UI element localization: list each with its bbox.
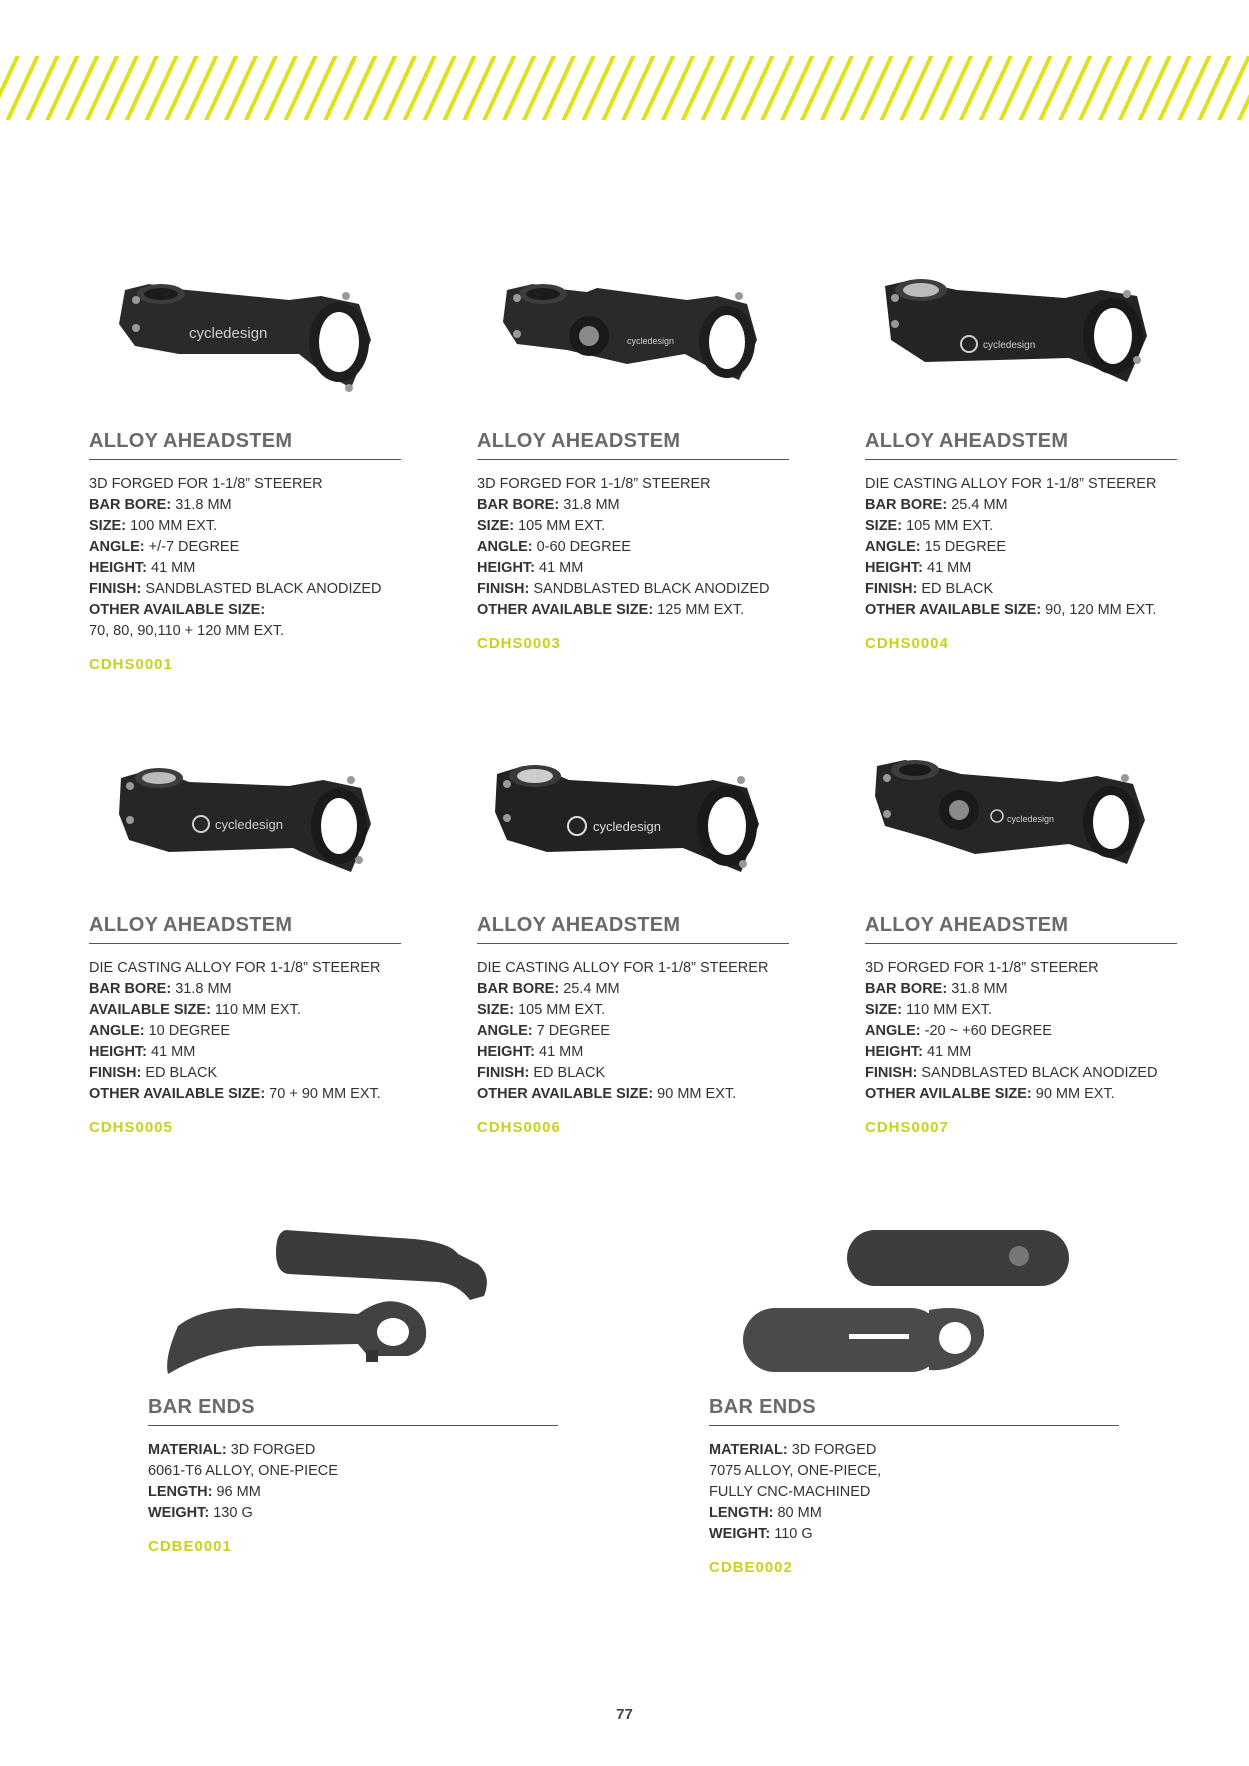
spec-value: 31.8 MM xyxy=(947,981,1008,997)
spec-value: 100 MM EXT. xyxy=(126,518,218,534)
spec-line xyxy=(865,516,1177,537)
spec-value: 96 MM xyxy=(212,1484,261,1500)
spec-value: 0-60 DEGREE xyxy=(532,539,631,555)
spec-line xyxy=(89,1063,401,1084)
product-title: ALLOY AHEADSTEM xyxy=(477,914,789,944)
spec-label: FINISH: xyxy=(89,581,142,597)
spec-line xyxy=(477,1000,789,1021)
spec-list xyxy=(865,474,1177,621)
spec-value: SANDBLASTED BLACK ANODIZED xyxy=(917,1065,1158,1081)
spec-value: FULLY CNC-MACHINED xyxy=(709,1484,871,1500)
product-title: ALLOY AHEADSTEM xyxy=(89,430,401,460)
spec-line xyxy=(477,537,789,558)
spec-value: 70 + 90 MM EXT. xyxy=(265,1086,381,1102)
stem-image xyxy=(865,754,1177,904)
product-code: CDBE0002 xyxy=(709,1559,793,1576)
spec-label: ANGLE: xyxy=(477,539,533,555)
stem-image xyxy=(477,270,789,420)
spec-line xyxy=(89,558,401,579)
spec-value: 70, 80, 90,110 + 120 MM EXT. xyxy=(89,623,285,639)
spec-label: BAR BORE: xyxy=(865,497,948,513)
spec-value: 31.8 MM xyxy=(171,497,232,513)
spec-line xyxy=(89,1042,401,1063)
spec-line xyxy=(865,1000,1177,1021)
bar-end-image xyxy=(729,1226,1109,1396)
spec-label: SIZE: xyxy=(89,518,127,534)
spec-value: SANDBLASTED BLACK ANODIZED xyxy=(529,581,770,597)
spec-label: HEIGHT: xyxy=(89,1044,147,1060)
spec-list xyxy=(477,958,789,1105)
spec-value: ED BLACK xyxy=(917,581,994,597)
spec-value: 25.4 MM xyxy=(559,981,620,997)
spec-value: ED BLACK xyxy=(529,1065,606,1081)
product-image xyxy=(729,1226,1119,1396)
spec-label: WEIGHT: xyxy=(709,1526,771,1542)
bar-end-image xyxy=(158,1226,538,1396)
spec-line xyxy=(709,1482,1119,1503)
product-code: CDHS0004 xyxy=(865,635,949,652)
spec-line xyxy=(89,516,401,537)
spec-line xyxy=(865,495,1177,516)
spec-list xyxy=(89,474,401,642)
spec-list xyxy=(865,958,1177,1105)
spec-label: LENGTH: xyxy=(148,1484,213,1500)
product-title: ALLOY AHEADSTEM xyxy=(477,430,789,460)
spec-line xyxy=(709,1440,1119,1461)
stem-image xyxy=(865,270,1177,420)
spec-line xyxy=(148,1440,558,1461)
spec-line xyxy=(865,1063,1177,1084)
spec-line xyxy=(477,474,789,495)
spec-list xyxy=(477,474,789,621)
spec-label: BAR BORE: xyxy=(477,497,560,513)
spec-line xyxy=(89,621,401,642)
product-image xyxy=(477,754,789,904)
product-cdhs0006 xyxy=(477,754,789,1136)
spec-value: 105 MM EXT. xyxy=(902,518,994,534)
spec-value: 6061-T6 ALLOY, ONE-PIECE xyxy=(148,1463,338,1479)
svg-text:cycledesign: cycledesign xyxy=(627,336,675,346)
product-code: CDHS0006 xyxy=(477,1119,561,1136)
spec-value: 41 MM xyxy=(535,560,584,576)
spec-label: HEIGHT: xyxy=(89,560,147,576)
spec-value: 130 G xyxy=(209,1505,253,1521)
product-cdhs0005 xyxy=(89,754,401,1136)
spec-value: 41 MM xyxy=(923,1044,972,1060)
spec-value: 3D FORGED FOR 1-1/8” STEERER xyxy=(477,476,711,492)
spec-line xyxy=(477,958,789,979)
spec-value: 41 MM xyxy=(147,560,196,576)
spec-line xyxy=(477,579,789,600)
spec-list xyxy=(709,1440,1119,1545)
spec-value: 105 MM EXT. xyxy=(514,1002,606,1018)
stem-image xyxy=(477,754,789,904)
spec-line xyxy=(89,1084,401,1105)
spec-line xyxy=(89,474,401,495)
spec-value: 31.8 MM xyxy=(171,981,232,997)
product-code: CDHS0005 xyxy=(89,1119,173,1136)
spec-line xyxy=(865,979,1177,1000)
spec-label: OTHER AVAILABLE SIZE: xyxy=(477,1086,654,1102)
product-image xyxy=(477,270,789,420)
spec-label: FINISH: xyxy=(865,581,918,597)
spec-list xyxy=(89,958,401,1105)
spec-line xyxy=(148,1482,558,1503)
product-image xyxy=(89,754,401,904)
svg-text:cycledesign: cycledesign xyxy=(593,819,661,834)
svg-text:cycledesign: cycledesign xyxy=(189,325,268,342)
spec-line xyxy=(477,1021,789,1042)
spec-label: SIZE: xyxy=(865,1002,903,1018)
spec-label: ANGLE: xyxy=(865,1023,921,1039)
page-number: 77 xyxy=(616,1706,633,1723)
spec-line xyxy=(709,1503,1119,1524)
spec-line xyxy=(865,1084,1177,1105)
spec-label: HEIGHT: xyxy=(477,560,535,576)
spec-value: 3D FORGED xyxy=(787,1442,877,1458)
spec-value: 90 MM EXT. xyxy=(653,1086,737,1102)
spec-value: DIE CASTING ALLOY FOR 1-1/8” STEERER xyxy=(865,476,1157,492)
spec-list xyxy=(148,1440,558,1524)
product-cdhs0007 xyxy=(865,754,1177,1136)
spec-value: 41 MM xyxy=(923,560,972,576)
spec-label: MATERIAL: xyxy=(148,1442,227,1458)
spec-line xyxy=(148,1461,558,1482)
spec-label: OTHER AVAILABLE SIZE: xyxy=(477,602,654,618)
spec-label: ANGLE: xyxy=(89,1023,145,1039)
product-cdhs0004 xyxy=(865,270,1177,652)
spec-label: SIZE: xyxy=(477,518,515,534)
spec-label: ANGLE: xyxy=(89,539,145,555)
spec-value: 110 G xyxy=(770,1526,813,1542)
spec-value: 90, 120 MM EXT. xyxy=(1041,602,1157,618)
spec-label: LENGTH: xyxy=(709,1505,774,1521)
spec-line xyxy=(709,1461,1119,1482)
spec-value: ED BLACK xyxy=(141,1065,218,1081)
spec-label: BAR BORE: xyxy=(477,981,560,997)
product-code: CDHS0003 xyxy=(477,635,561,652)
spec-value: DIE CASTING ALLOY FOR 1-1/8” STEERER xyxy=(477,960,769,976)
spec-label: FINISH: xyxy=(865,1065,918,1081)
spec-line xyxy=(865,1042,1177,1063)
spec-value: 15 DEGREE xyxy=(920,539,1007,555)
spec-line xyxy=(477,495,789,516)
spec-label: OTHER AVILALBE SIZE: xyxy=(865,1086,1032,1102)
spec-line xyxy=(477,1063,789,1084)
spec-label: SIZE: xyxy=(865,518,903,534)
spec-value: 3D FORGED xyxy=(226,1442,316,1458)
spec-line xyxy=(865,1021,1177,1042)
spec-line xyxy=(477,1042,789,1063)
spec-value: 125 MM EXT. xyxy=(653,602,745,618)
spec-label: FINISH: xyxy=(477,581,530,597)
spec-line xyxy=(865,579,1177,600)
product-title: BAR ENDS xyxy=(148,1396,558,1426)
spec-line xyxy=(148,1503,558,1524)
spec-line xyxy=(89,979,401,1000)
product-cdhs0001 xyxy=(89,270,401,673)
spec-line xyxy=(709,1524,1119,1545)
product-image xyxy=(158,1226,558,1396)
spec-line xyxy=(89,579,401,600)
spec-line xyxy=(89,537,401,558)
spec-label: OTHER AVAILABLE SIZE: xyxy=(89,602,266,618)
spec-line xyxy=(865,474,1177,495)
spec-line xyxy=(477,1084,789,1105)
spec-value: 90 MM EXT. xyxy=(1031,1086,1115,1102)
spec-value: SANDBLASTED BLACK ANODIZED xyxy=(141,581,382,597)
spec-value: -20 ~ +60 DEGREE xyxy=(920,1023,1052,1039)
product-image xyxy=(865,270,1177,420)
decorative-stripe-band xyxy=(0,56,1249,120)
spec-label: FINISH: xyxy=(477,1065,530,1081)
spec-value: 3D FORGED FOR 1-1/8” STEERER xyxy=(89,476,323,492)
spec-label: BAR BORE: xyxy=(89,497,172,513)
product-title: ALLOY AHEADSTEM xyxy=(865,914,1177,944)
spec-value: 7075 ALLOY, ONE-PIECE, xyxy=(709,1463,882,1479)
spec-value: 3D FORGED FOR 1-1/8” STEERER xyxy=(865,960,1099,976)
product-code: CDHS0001 xyxy=(89,656,173,673)
spec-line xyxy=(477,516,789,537)
spec-value: 25.4 MM xyxy=(947,497,1008,513)
product-code: CDBE0001 xyxy=(148,1538,232,1555)
spec-line xyxy=(477,600,789,621)
product-image xyxy=(89,270,401,420)
spec-value: 31.8 MM xyxy=(559,497,620,513)
spec-line xyxy=(477,979,789,1000)
spec-value: 110 MM EXT. xyxy=(210,1002,301,1018)
spec-value: 41 MM xyxy=(535,1044,584,1060)
product-cdbe0002 xyxy=(709,1226,1119,1576)
product-code: CDHS0007 xyxy=(865,1119,949,1136)
spec-line xyxy=(865,958,1177,979)
spec-label: OTHER AVAILABLE SIZE: xyxy=(865,602,1042,618)
spec-label: HEIGHT: xyxy=(865,560,923,576)
spec-label: BAR BORE: xyxy=(865,981,948,997)
spec-label: SIZE: xyxy=(477,1002,515,1018)
svg-text:cycledesign: cycledesign xyxy=(1007,814,1055,824)
spec-label: HEIGHT: xyxy=(477,1044,535,1060)
spec-line xyxy=(89,1021,401,1042)
spec-label: ANGLE: xyxy=(477,1023,533,1039)
product-cdbe0001 xyxy=(148,1226,558,1555)
svg-text:cycledesign: cycledesign xyxy=(983,340,1036,351)
product-title: BAR ENDS xyxy=(709,1396,1119,1426)
product-cdhs0003 xyxy=(477,270,789,652)
spec-label: ANGLE: xyxy=(865,539,921,555)
spec-line xyxy=(477,558,789,579)
spec-value: 10 DEGREE xyxy=(144,1023,231,1039)
svg-text:cycledesign: cycledesign xyxy=(215,817,283,832)
spec-label: MATERIAL: xyxy=(709,1442,788,1458)
product-title: ALLOY AHEADSTEM xyxy=(865,430,1177,460)
spec-line xyxy=(89,958,401,979)
spec-label: FINISH: xyxy=(89,1065,142,1081)
spec-label: BAR BORE: xyxy=(89,981,172,997)
product-title: ALLOY AHEADSTEM xyxy=(89,914,401,944)
spec-label: OTHER AVAILABLE SIZE: xyxy=(89,1086,266,1102)
spec-value: 41 MM xyxy=(147,1044,196,1060)
spec-label: WEIGHT: xyxy=(148,1505,210,1521)
product-image xyxy=(865,754,1177,904)
spec-value: 110 MM EXT. xyxy=(902,1002,993,1018)
spec-line xyxy=(89,495,401,516)
spec-line xyxy=(89,600,401,621)
spec-value: 105 MM EXT. xyxy=(514,518,606,534)
stem-image xyxy=(89,754,401,904)
spec-line xyxy=(89,1000,401,1021)
spec-value: 7 DEGREE xyxy=(532,1023,610,1039)
stem-image xyxy=(89,270,401,420)
spec-line xyxy=(865,537,1177,558)
spec-value: DIE CASTING ALLOY FOR 1-1/8” STEERER xyxy=(89,960,381,976)
spec-value: +/-7 DEGREE xyxy=(144,539,240,555)
spec-line xyxy=(865,600,1177,621)
spec-line xyxy=(865,558,1177,579)
spec-value: 80 MM xyxy=(773,1505,822,1521)
spec-label: AVAILABLE SIZE: xyxy=(89,1002,211,1018)
spec-label: HEIGHT: xyxy=(865,1044,923,1060)
